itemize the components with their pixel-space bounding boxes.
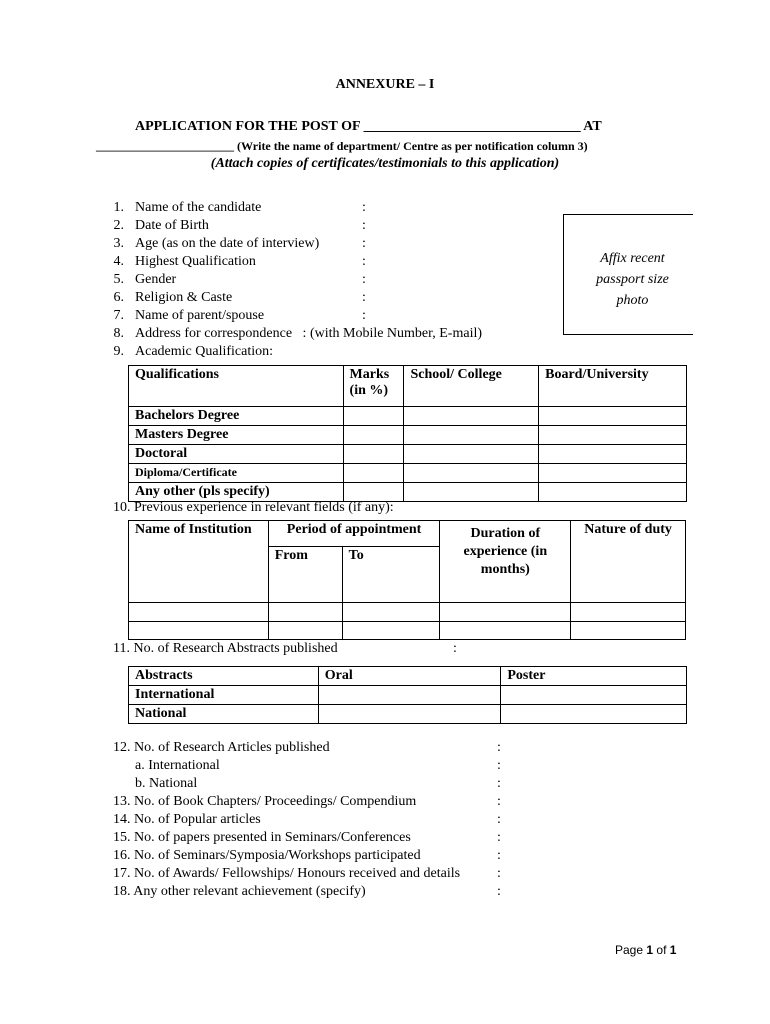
item-label: 14. No. of Popular articles xyxy=(113,812,261,827)
table-cell[interactable] xyxy=(343,483,404,502)
page-current: 1 xyxy=(646,943,654,957)
table-cell[interactable] xyxy=(268,622,342,640)
table-cell[interactable] xyxy=(404,445,539,464)
table-cell[interactable] xyxy=(318,686,501,705)
department-line: _______________________ (Write the name of department/ Centre as per notification column 3) xyxy=(96,139,588,153)
header-period: Period of appointment xyxy=(268,521,440,547)
header-board: Board/University xyxy=(539,366,687,407)
photo-box-line: Affix recent xyxy=(600,251,665,266)
item-label: b. National xyxy=(135,776,198,791)
item-colon: : xyxy=(497,866,501,881)
field-label: Name of the candidate xyxy=(135,200,262,215)
item-colon: : xyxy=(497,848,501,863)
field-colon: : xyxy=(362,272,366,287)
field-colon: : xyxy=(362,254,366,269)
field-number: 7. xyxy=(113,308,124,323)
header-poster: Poster xyxy=(501,667,687,686)
row-label: Diploma/Certificate xyxy=(129,464,344,483)
field-number: 8. xyxy=(113,326,124,341)
field-label: Date of Birth xyxy=(135,218,209,233)
table-cell[interactable] xyxy=(539,483,687,502)
table-cell[interactable] xyxy=(404,483,539,502)
table-cell[interactable] xyxy=(440,622,571,640)
item-colon: : xyxy=(497,830,501,845)
item-colon: : xyxy=(497,812,501,827)
header-duration: Duration of experience (in months) xyxy=(440,521,571,603)
field-colon: : xyxy=(362,200,366,215)
header-qualifications: Qualifications xyxy=(129,366,344,407)
table-row xyxy=(129,705,687,724)
header-to: To xyxy=(342,547,440,603)
row-label: Any other (pls specify) xyxy=(129,483,344,502)
photo-box xyxy=(563,214,693,335)
table-cell[interactable] xyxy=(571,603,686,622)
attach-note: (Attach copies of certificates/testimonials to this application) xyxy=(210,156,560,171)
table-cell[interactable] xyxy=(343,445,404,464)
item-label: 12. No. of Research Articles published xyxy=(113,740,330,755)
field-label: Name of parent/spouse xyxy=(135,308,265,323)
header-institution: Name of Institution xyxy=(129,521,269,603)
table-cell[interactable] xyxy=(539,445,687,464)
page-number xyxy=(615,943,676,957)
header-duty: Nature of duty xyxy=(571,521,686,603)
field-label: Age (as on the date of interview) xyxy=(135,236,320,251)
row-label: International xyxy=(129,686,319,705)
field-colon: : xyxy=(362,236,366,251)
field-number: 3. xyxy=(113,236,124,251)
field-number: 6. xyxy=(113,290,124,305)
item-colon: : xyxy=(497,794,501,809)
table-cell[interactable] xyxy=(318,705,501,724)
table-cell[interactable] xyxy=(342,622,440,640)
item-label: a. International xyxy=(135,758,220,773)
header-oral: Oral xyxy=(318,667,501,686)
table-cell[interactable] xyxy=(539,426,687,445)
table-cell[interactable] xyxy=(342,603,440,622)
field-number: 9. xyxy=(113,344,124,359)
experience-table xyxy=(128,520,686,640)
table-header-row xyxy=(129,366,687,407)
item-colon: : xyxy=(497,758,501,773)
header-school: School/ College xyxy=(404,366,539,407)
row-label: Masters Degree xyxy=(129,426,344,445)
table-cell[interactable] xyxy=(440,603,571,622)
field-label: Gender xyxy=(135,272,177,287)
item-label: 18. Any other relevant achievement (specify) xyxy=(113,884,366,899)
field-label: Address for correspondence : (with Mobile Number, E-mail) xyxy=(135,326,483,341)
item-colon: : xyxy=(497,776,501,791)
row-label: Bachelors Degree xyxy=(129,407,344,426)
field-number: 1. xyxy=(113,200,124,215)
field-number: 4. xyxy=(113,254,124,269)
table-cell[interactable] xyxy=(343,407,404,426)
table-cell[interactable] xyxy=(539,407,687,426)
table-cell[interactable] xyxy=(404,426,539,445)
table-row xyxy=(129,686,687,705)
field-label: Academic Qualification: xyxy=(135,344,273,359)
experience-label: 10. Previous experience in relevant fields (if any): xyxy=(113,500,394,515)
item-label: 17. No. of Awards/ Fellowships/ Honours received and details xyxy=(113,866,461,881)
table-cell[interactable] xyxy=(343,464,404,483)
field-colon: : xyxy=(362,218,366,233)
field-number: 2. xyxy=(113,218,124,233)
page-total: 1 xyxy=(669,943,677,957)
table-cell[interactable] xyxy=(268,603,342,622)
of-word: of xyxy=(656,943,667,957)
field-colon: : xyxy=(362,308,366,323)
field-colon: : xyxy=(362,290,366,305)
qualification-table xyxy=(128,365,687,502)
table-cell[interactable] xyxy=(571,622,686,640)
table-row xyxy=(129,445,687,464)
annexure-title: ANNEXURE – I xyxy=(335,77,435,92)
table-row xyxy=(129,407,687,426)
table-row xyxy=(129,426,687,445)
abstracts-label: 11. No. of Research Abstracts published xyxy=(113,641,338,656)
table-row xyxy=(129,622,686,640)
field-number: 5. xyxy=(113,272,124,287)
row-label: Doctoral xyxy=(129,445,344,464)
header-from: From xyxy=(268,547,342,603)
table-cell[interactable] xyxy=(404,407,539,426)
table-row xyxy=(129,603,686,622)
table-cell[interactable] xyxy=(501,705,687,724)
item-label: 15. No. of papers presented in Seminars/Conferences xyxy=(113,830,411,845)
table-cell[interactable] xyxy=(343,426,404,445)
table-header-row xyxy=(129,521,686,547)
item-label: 13. No. of Book Chapters/ Proceedings/ Compendium xyxy=(113,794,417,809)
table-cell[interactable] xyxy=(129,603,269,622)
table-cell[interactable] xyxy=(539,464,687,483)
table-row xyxy=(129,483,687,502)
photo-box-line: passport size xyxy=(596,272,669,287)
table-header-row xyxy=(129,667,687,686)
table-row xyxy=(129,464,687,483)
field-label: Religion & Caste xyxy=(135,290,233,305)
post-title-line: APPLICATION FOR THE POST OF _______________________________ AT xyxy=(135,119,602,134)
item-colon: : xyxy=(497,740,501,755)
item-colon: : xyxy=(497,884,501,899)
table-cell[interactable] xyxy=(501,686,687,705)
abstracts-colon: : xyxy=(453,641,457,656)
header-marks: Marks (in %) xyxy=(343,366,404,407)
abstracts-table xyxy=(128,666,687,724)
table-cell[interactable] xyxy=(129,622,269,640)
photo-box-line: photo xyxy=(616,293,649,308)
item-label: 16. No. of Seminars/Symposia/Workshops participated xyxy=(113,848,421,863)
table-cell[interactable] xyxy=(404,464,539,483)
row-label: National xyxy=(129,705,319,724)
field-label: Highest Qualification xyxy=(135,254,256,269)
header-abstracts: Abstracts xyxy=(129,667,319,686)
page-word: Page xyxy=(615,943,644,957)
